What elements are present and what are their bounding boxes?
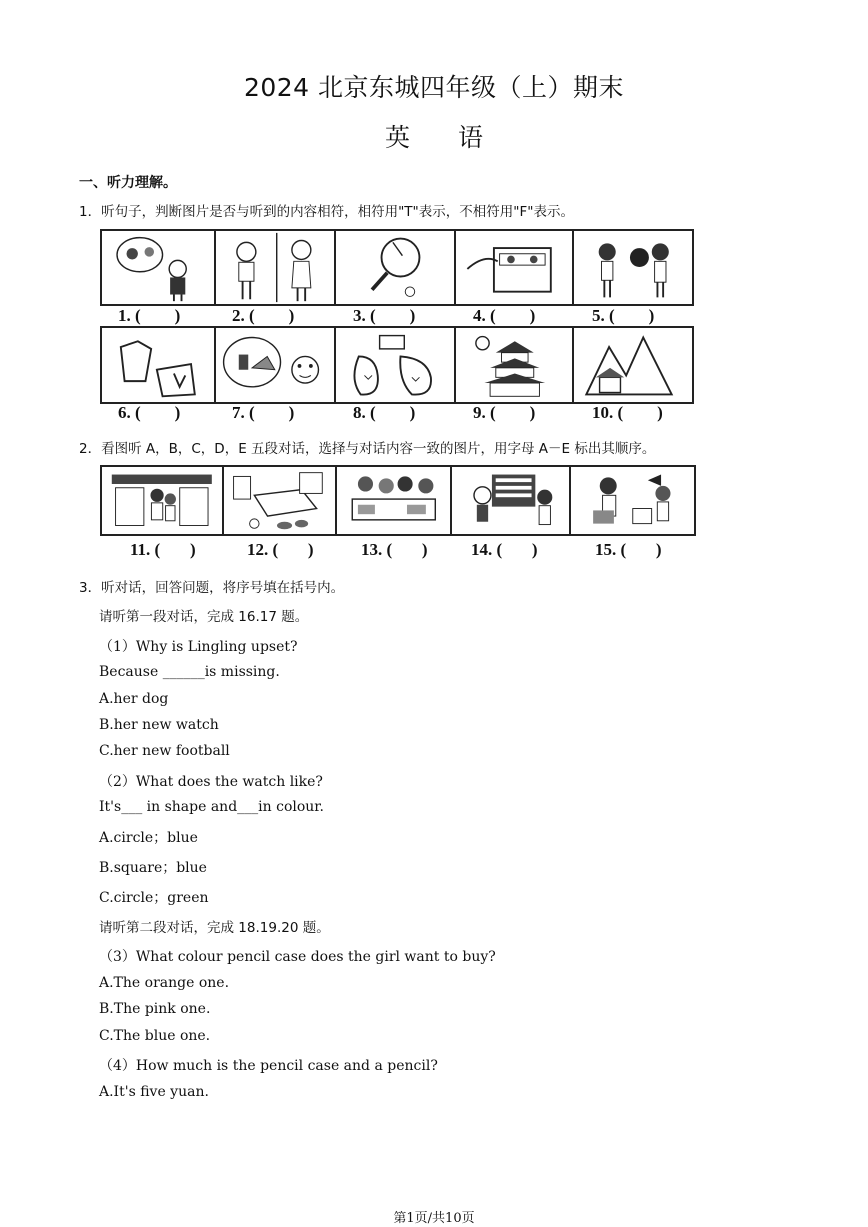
answer-blank-15[interactable]: 15. ( ) xyxy=(595,540,662,559)
answer-blank-11[interactable]: 11. ( ) xyxy=(130,540,196,559)
option-16-a: A.her dog xyxy=(99,691,169,707)
picture-11 xyxy=(102,467,224,534)
option-18-a: A.The orange one. xyxy=(99,975,230,991)
answer-blank-3[interactable]: 3. ( ) xyxy=(353,306,416,325)
question-16-stem: Because ______is missing. xyxy=(99,664,280,680)
subject-title: 英语 xyxy=(384,123,531,152)
question-19: （4）How much is the pencil case and a pencil? xyxy=(99,1058,438,1074)
question-17-stem: It's___ in shape and___in colour. xyxy=(99,799,324,815)
section-heading: 一、听力理解。 xyxy=(79,175,177,191)
picture-4 xyxy=(456,231,575,304)
answer-blank-14[interactable]: 14. ( ) xyxy=(471,540,538,559)
picture-12 xyxy=(224,467,338,534)
picture-8 xyxy=(336,328,456,402)
picture-7 xyxy=(216,328,337,402)
q2-instruction: 2．看图听 A，B，C，D，E 五段对话，选择与对话内容一致的图片，用字母 A－E 标出其顺序。 xyxy=(79,441,656,457)
option-17-a: A.circle；blue xyxy=(99,830,198,846)
picture-9 xyxy=(456,328,575,402)
page-title: 2024 北京东城四年级（上）期末 xyxy=(243,73,625,102)
option-19-a: A.It's five yuan. xyxy=(99,1084,209,1100)
answer-blank-1[interactable]: 1. ( ) xyxy=(118,306,181,325)
answer-blank-2[interactable]: 2. ( ) xyxy=(232,306,295,325)
answer-blank-4[interactable]: 4. ( ) xyxy=(473,306,536,325)
picture-14 xyxy=(452,467,572,534)
answer-blank-5[interactable]: 5. ( ) xyxy=(592,306,655,325)
q2-picture-row xyxy=(100,465,696,536)
picture-2 xyxy=(216,231,337,304)
q3-instruction: 3．听对话，回答问题，将序号填在括号内。 xyxy=(79,580,345,596)
option-17-b: B.square；blue xyxy=(99,860,207,876)
option-18-c: C.The blue one. xyxy=(99,1028,211,1044)
q3-part2-intro: 请听第二段对话，完成 18.19.20 题。 xyxy=(99,920,330,936)
picture-5 xyxy=(574,231,692,304)
answer-blank-7[interactable]: 7. ( ) xyxy=(232,403,295,422)
page-number: 第1页/共10页 xyxy=(393,1211,475,1226)
picture-6 xyxy=(102,328,216,402)
question-17: （2）What does the watch like? xyxy=(99,774,323,790)
answer-blank-6[interactable]: 6. ( ) xyxy=(118,403,181,422)
q1-answer-row-1 xyxy=(118,306,702,326)
answer-blank-10[interactable]: 10. ( ) xyxy=(592,403,663,422)
answer-blank-8[interactable]: 8. ( ) xyxy=(353,403,416,422)
question-18: （3）What colour pencil case does the girl want to buy? xyxy=(99,949,496,965)
answer-blank-9[interactable]: 9. ( ) xyxy=(473,403,536,422)
picture-13 xyxy=(337,467,452,534)
q1-picture-row-2 xyxy=(100,326,694,404)
picture-1 xyxy=(102,231,216,304)
q2-answer-row xyxy=(130,540,705,560)
answer-blank-13[interactable]: 13. ( ) xyxy=(361,540,428,559)
q3-part1-intro: 请听第一段对话，完成 16.17 题。 xyxy=(99,609,309,625)
q1-instruction: 1．听句子，判断图片是否与听到的内容相符，相符用"T"表示，不相符用"F"表示。 xyxy=(79,204,574,220)
answer-blank-12[interactable]: 12. ( ) xyxy=(247,540,314,559)
option-17-c: C.circle；green xyxy=(99,890,209,906)
picture-10 xyxy=(574,328,692,402)
question-16: （1）Why is Lingling upset? xyxy=(99,639,298,655)
q1-answer-row-2 xyxy=(118,403,702,423)
picture-3 xyxy=(336,231,456,304)
q1-picture-row-1 xyxy=(100,229,694,306)
picture-15 xyxy=(571,467,694,534)
option-16-b: B.her new watch xyxy=(99,717,219,733)
option-18-b: B.The pink one. xyxy=(99,1001,211,1017)
option-16-c: C.her new football xyxy=(99,743,230,759)
